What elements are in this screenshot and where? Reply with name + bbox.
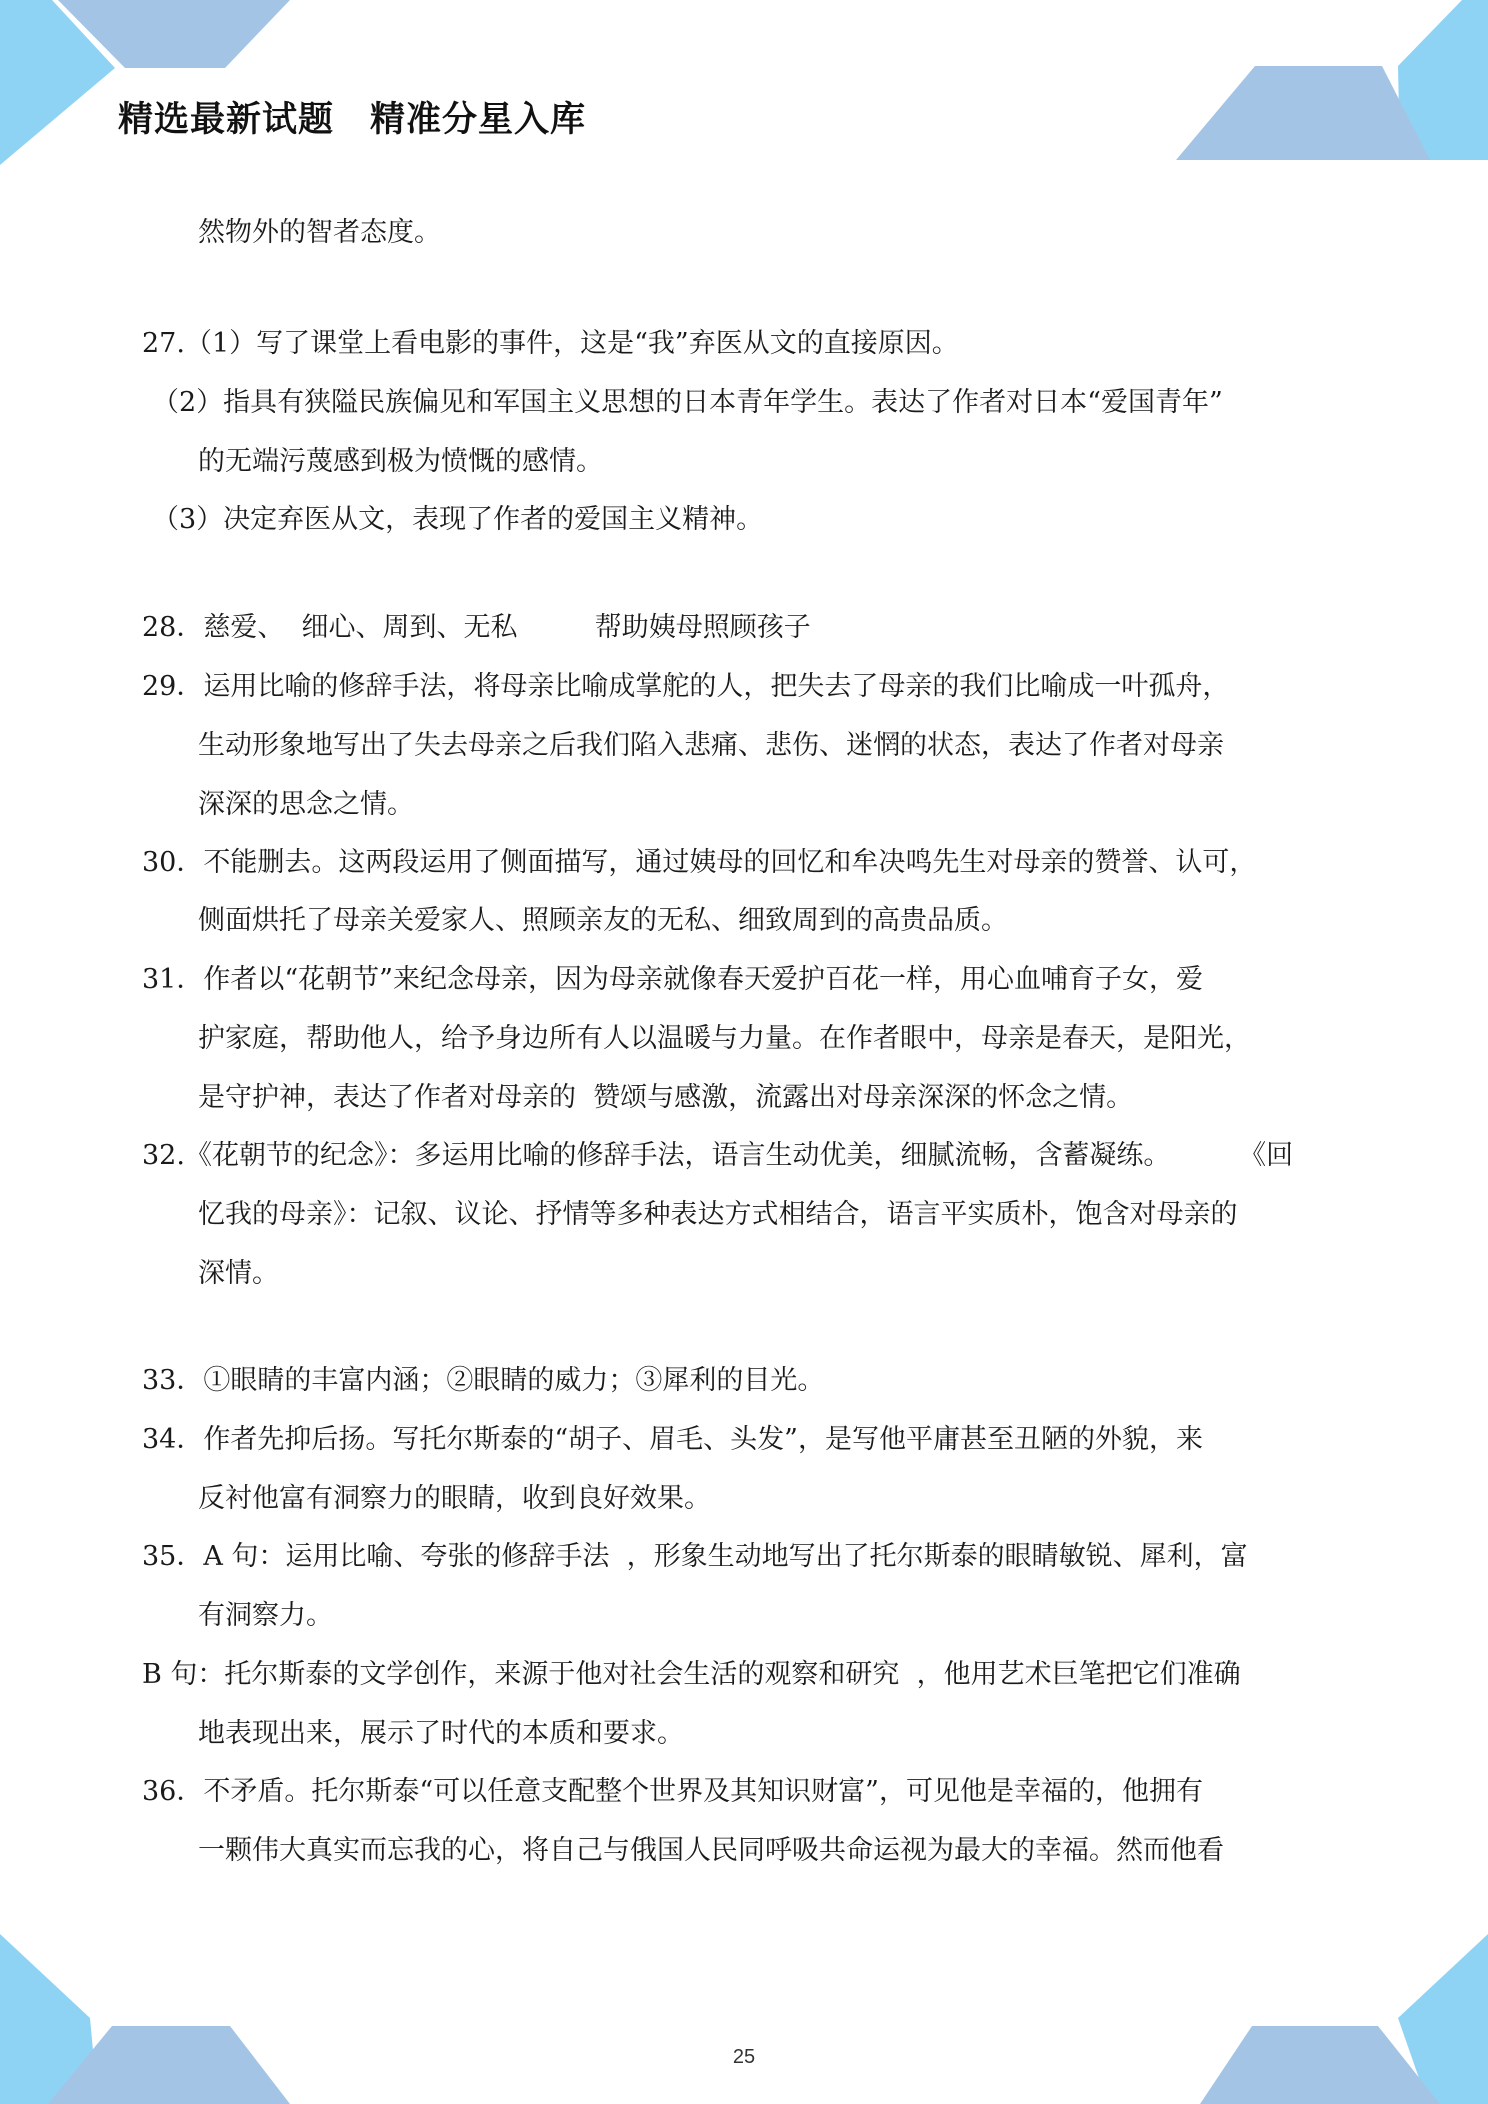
text-line: 忆我的母亲》：记叙、议论、抒情等多种表达方式相结合，语言平实质朴，饱含对母亲的 bbox=[198, 1199, 1238, 1230]
text-line: 反衬他富有洞察力的眼睛，收到良好效果。 bbox=[198, 1483, 711, 1514]
text-line: 生动形象地写出了失去母亲之后我们陷入悲痛、悲伤、迷惘的状态，表达了作者对母亲 bbox=[198, 730, 1224, 761]
text-line: 的无端污蔑感到极为愤慨的感情。 bbox=[198, 446, 603, 477]
answer-31: 31．作者以“花朝节”来纪念母亲，因为母亲就像春天爱护百花一样，用心血哺育子女，爱 bbox=[142, 964, 1203, 995]
text-line: 深情。 bbox=[198, 1258, 279, 1289]
answer-28: 28．慈爱、 细心、周到、无私 帮助姨母照顾孩子 bbox=[142, 612, 811, 643]
answer-33: 33．①眼睛的丰富内涵；②眼睛的威力；③犀利的目光。 bbox=[142, 1365, 825, 1396]
text-line: 是守护神，表达了作者对母亲的 赞颂与感激，流露出对母亲深深的怀念之情。 bbox=[198, 1082, 1134, 1113]
text-line: 一颗伟大真实而忘我的心，将自己与俄国人民同呼吸共命运视为最大的幸福。然而他看 bbox=[198, 1835, 1224, 1866]
answer-35: 35．A 句：运用比喻、夸张的修辞手法 ，形象生动地写出了托尔斯泰的眼睛敏锐、犀利，富 bbox=[142, 1541, 1248, 1572]
corner-decoration-bottom-left bbox=[0, 1934, 300, 2104]
answer-29: 29．运用比喻的修辞手法，将母亲比喻成掌舵的人，把失去了母亲的我们比喻成一叶孤舟， bbox=[142, 671, 1230, 702]
text-line: （3）决定弃医从文，表现了作者的爱国主义精神。 bbox=[152, 504, 764, 535]
answer-36: 36．不矛盾。托尔斯泰“可以任意支配整个世界及其知识财富”，可见他是幸福的，他拥有 bbox=[142, 1776, 1203, 1807]
text-line: 有洞察力。 bbox=[198, 1600, 333, 1631]
answer-30: 30．不能删去。这两段运用了侧面描写，通过姨母的回忆和牟决鸣先生对母亲的赞誉、认可， bbox=[142, 847, 1257, 878]
text-line: 深深的思念之情。 bbox=[198, 789, 414, 820]
answer-32: 32.《花朝节的纪念》：多运用比喻的修辞手法，语言生动优美，细腻流畅，含蓄凝练。 《回 bbox=[142, 1140, 1294, 1171]
text-line: （2）指具有狭隘民族偏见和军国主义思想的日本青年学生。表达了作者对日本“爱国青年” bbox=[152, 387, 1223, 418]
corner-decoration-bottom-right bbox=[1188, 1934, 1488, 2104]
corner-decoration-top-left bbox=[0, 0, 300, 170]
text-line: 地表现出来，展示了时代的本质和要求。 bbox=[198, 1718, 684, 1749]
text-line: 然物外的智者态度。 bbox=[198, 217, 441, 248]
text-line: B 句：托尔斯泰的文学创作，来源于他对社会生活的观察和研究 ，他用艺术巨笔把它们准确 bbox=[142, 1659, 1241, 1690]
corner-decoration-top-right bbox=[1170, 0, 1488, 165]
answer-27: 27.（1）写了课堂上看电影的事件，这是“我”弃医从文的直接原因。 bbox=[142, 328, 959, 359]
answer-34: 34．作者先抑后扬。写托尔斯泰的“胡子、眉毛、头发”，是写他平庸甚至丑陋的外貌，来 bbox=[142, 1424, 1203, 1455]
text-line: 侧面烘托了母亲关爱家人、照顾亲友的无私、细致周到的高贵品质。 bbox=[198, 905, 1008, 936]
text-line: 护家庭，帮助他人，给予身边所有人以温暖与力量。在作者眼中，母亲是春天，是阳光， bbox=[198, 1023, 1251, 1054]
page-number: 25 bbox=[732, 2046, 756, 2068]
header-title: 精选最新试题 精准分星入库 bbox=[118, 100, 587, 140]
